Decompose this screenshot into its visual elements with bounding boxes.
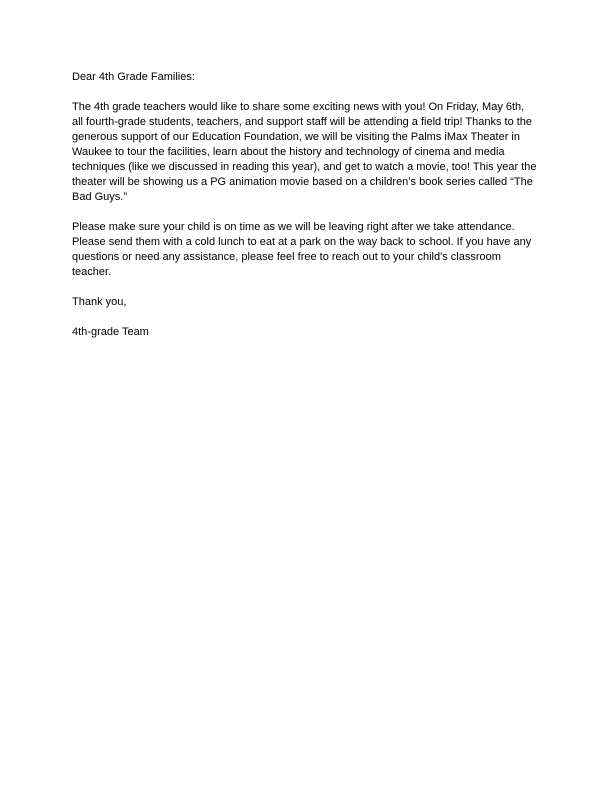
- closing: Thank you,: [72, 296, 127, 308]
- paragraph-line: techniques (like we discussed in reading this year), and get to watch a movie, too! This year the: [72, 161, 537, 173]
- letter-body: [72, 70, 552, 340]
- paragraph-line: generous support of our Education Foundation, we will be visiting the Palms iMax Theater in: [72, 131, 520, 143]
- paragraph-line: teacher.: [72, 266, 112, 278]
- paragraph-field-trip-announcement: [72, 100, 552, 205]
- paragraph-gap: [72, 310, 552, 325]
- paragraph-line: Bad Guys.”: [72, 191, 128, 203]
- paragraph-line: all fourth-grade students, teachers, and support staff will be attending a field trip! Thanks to the: [72, 116, 533, 128]
- salutation: Dear 4th Grade Families:: [72, 71, 195, 83]
- paragraph-line: Please send them with a cold lunch to eat at a park on the way back to school. If you have any: [72, 236, 532, 248]
- paragraph-gap: [72, 280, 552, 295]
- signature: 4th-grade Team: [72, 326, 149, 338]
- paragraph-gap: [72, 205, 552, 220]
- paragraph-line: The 4th grade teachers would like to share some exciting news with you! On Friday, May 6th,: [72, 101, 525, 113]
- paragraph-gap: [72, 85, 552, 100]
- paragraph-instructions: [72, 220, 552, 280]
- paragraph-line: questions or need any assistance, please feel free to reach out to your child's classroom: [72, 251, 501, 263]
- paragraph-line: theater will be showing us a PG animation movie based on a children’s book series called “The: [72, 176, 533, 188]
- paragraph-line: Please make sure your child is on time as we will be leaving right after we take attendance.: [72, 221, 515, 233]
- paragraph-line: Waukee to tour the facilities, learn about the history and technology of cinema and media: [72, 146, 505, 158]
